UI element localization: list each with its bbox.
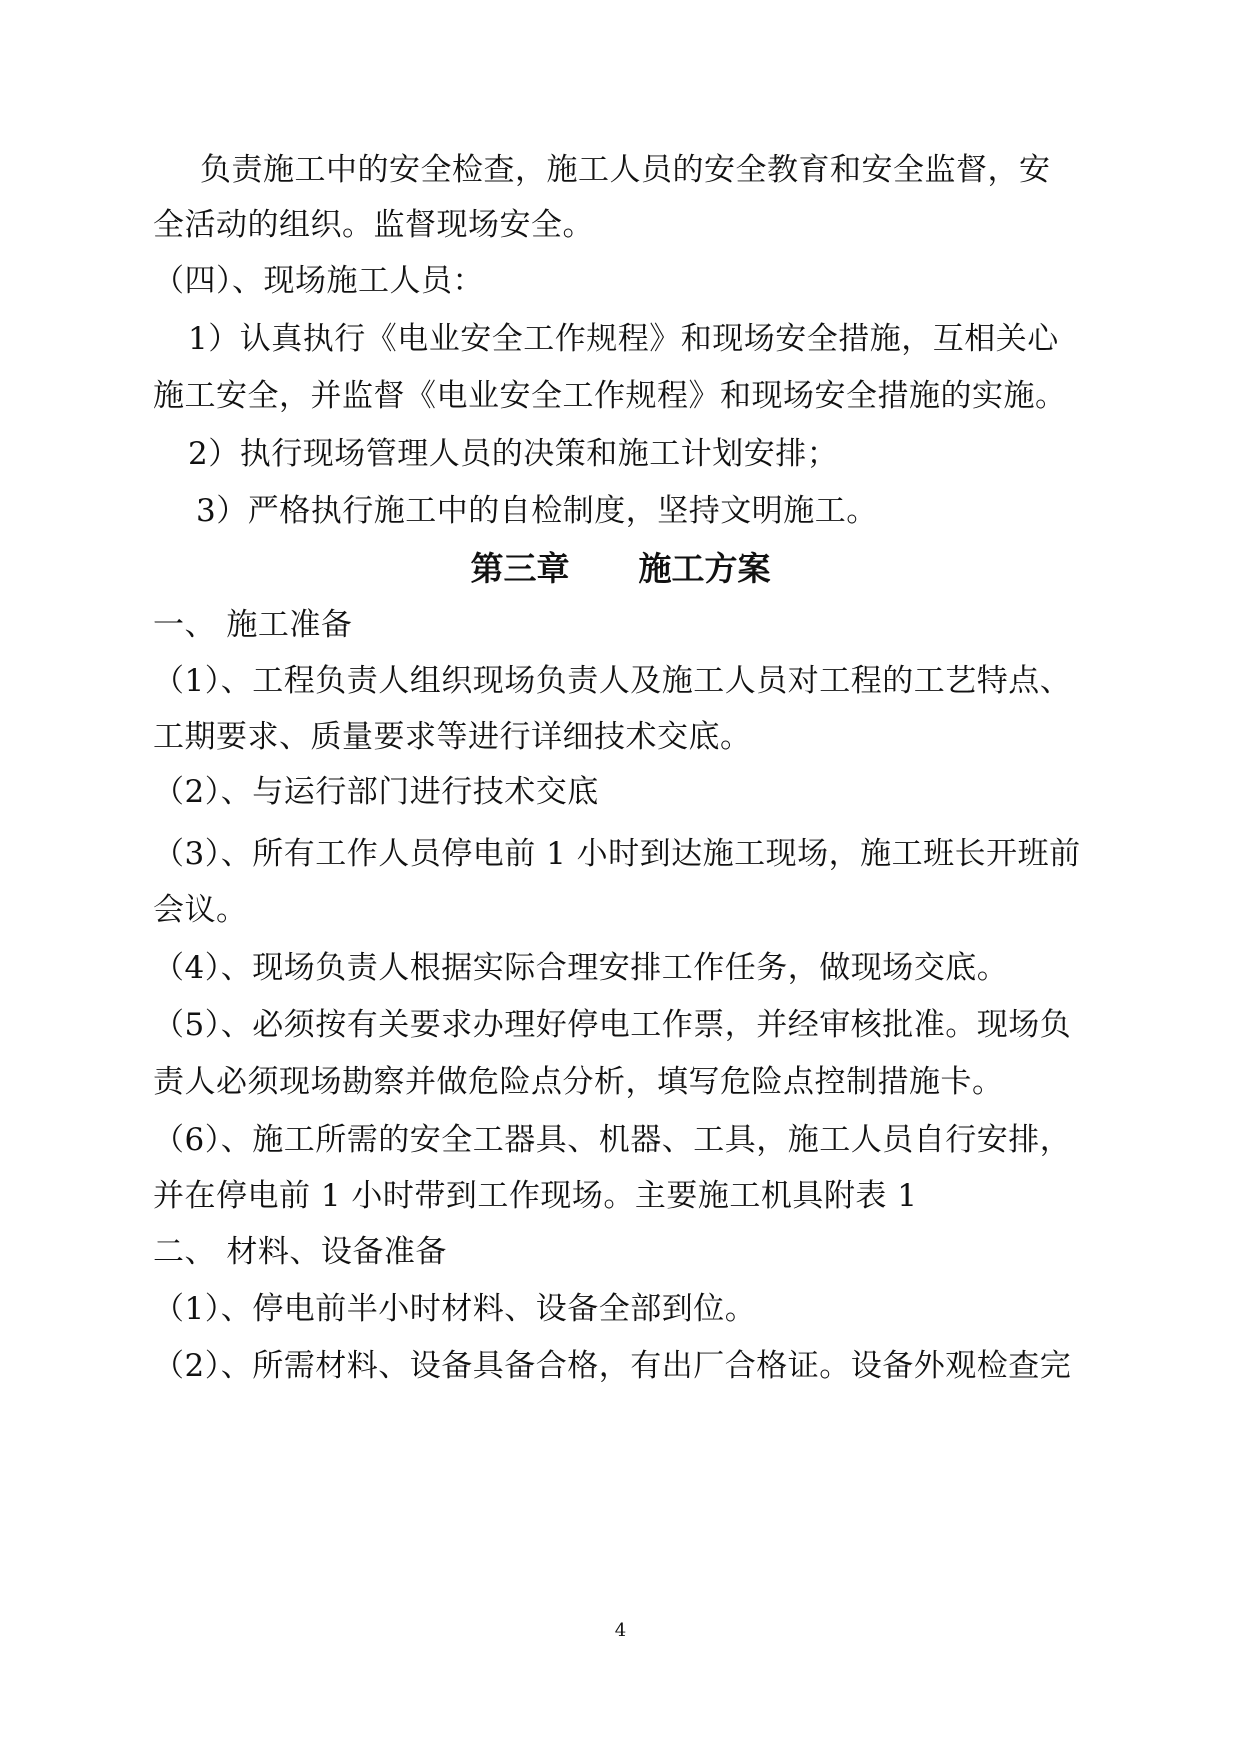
list-item: （6）、施工所需的安全工器具、机器、工具，施工人员自行安排， bbox=[153, 1122, 1072, 1158]
list-item: （4）、现场负责人根据实际合理安排工作任务，做现场交底。 bbox=[153, 950, 1009, 986]
section-heading: 一、 施工准备 bbox=[153, 607, 353, 643]
section-heading: （四）、现场施工人员： bbox=[153, 263, 484, 299]
list-item: （5）、必须按有关要求办理好停电工作票，并经审核批准。现场负 bbox=[153, 1007, 1072, 1043]
paragraph-line: 会议。 bbox=[153, 892, 248, 928]
list-item: （2）、所需材料、设备具备合格，有出厂合格证。设备外观检查完 bbox=[153, 1348, 1072, 1384]
paragraph-line: 工期要求、质量要求等进行详细技术交底。 bbox=[153, 719, 752, 755]
list-item: （2）、与运行部门进行技术交底 bbox=[153, 774, 599, 810]
page-number: 4 bbox=[614, 1620, 627, 1641]
list-item: （3）、所有工作人员停电前 1 小时到达施工现场，施工班长开班前 bbox=[153, 836, 1081, 872]
list-item: 1）认真执行《电业安全工作规程》和现场安全措施，互相关心 bbox=[188, 321, 1059, 357]
section-heading: 二、 材料、设备准备 bbox=[153, 1234, 447, 1270]
list-item: （1）、停电前半小时材料、设备全部到位。 bbox=[153, 1291, 757, 1327]
paragraph-line: 全活动的组织。监督现场安全。 bbox=[153, 207, 594, 243]
paragraph-line: 并在停电前 1 小时带到工作现场。主要施工机具附表 1 bbox=[153, 1178, 918, 1214]
list-item: 2）执行现场管理人员的决策和施工计划安排； bbox=[188, 436, 839, 472]
list-item: 3）严格执行施工中的自检制度，坚持文明施工。 bbox=[196, 493, 878, 529]
paragraph-line: 施工安全，并监督《电业安全工作规程》和现场安全措施的实施。 bbox=[153, 378, 1067, 414]
paragraph-line: 责人必须现场勘察并做危险点分析，填写危险点控制措施卡。 bbox=[153, 1064, 1004, 1100]
paragraph-line: 负责施工中的安全检查，施工人员的安全教育和安全监督，安 bbox=[200, 152, 1051, 188]
list-item: （1）、工程负责人组织现场负责人及施工人员对工程的工艺特点、 bbox=[153, 663, 1072, 699]
chapter-title: 第三章 施工方案 bbox=[470, 549, 771, 588]
